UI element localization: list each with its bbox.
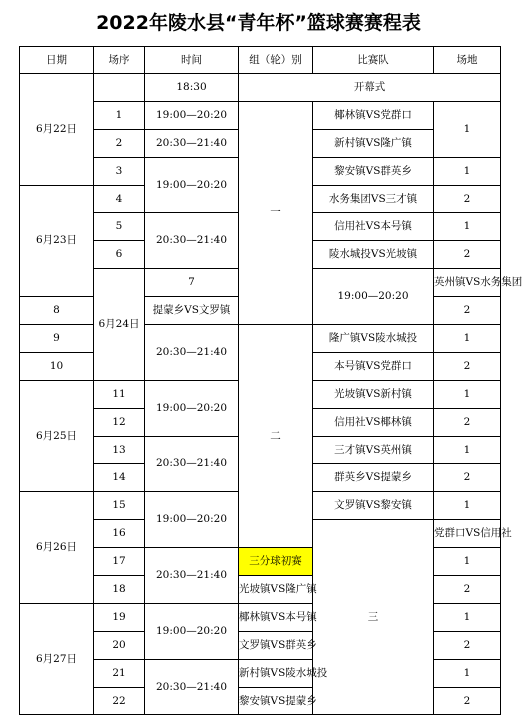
teams-cell: 信用社VS本号镇	[313, 213, 434, 241]
match-no-cell: 8	[20, 297, 94, 325]
date-cell: 6月27日	[20, 603, 94, 715]
header-match-no: 场序	[94, 47, 145, 74]
match-no-cell: 21	[94, 659, 145, 687]
table-row	[20, 74, 501, 102]
match-no-cell: 16	[94, 520, 145, 548]
teams-cell: 黎安镇VS群英乡	[313, 157, 434, 185]
teams-cell: 党群口VS信用社	[434, 520, 501, 548]
venue-cell: 1	[434, 325, 501, 353]
match-no-cell	[94, 74, 145, 102]
venue-cell: 2	[434, 631, 501, 659]
venue-cell: 1	[434, 213, 501, 241]
match-no-cell: 14	[94, 464, 145, 492]
date-cell: 6月23日	[20, 185, 94, 297]
time-cell: 20:30—21:40	[145, 548, 239, 604]
venue-cell: 2	[434, 464, 501, 492]
date-cell: 6月24日	[94, 269, 145, 381]
venue-cell: 1	[434, 157, 501, 185]
venue-cell: 2	[434, 352, 501, 380]
time-cell: 20:30—21:40	[145, 129, 239, 157]
page-title: 2022年陵水县“青年杯”篮球赛赛程表	[96, 12, 421, 34]
header-teams: 比赛队	[313, 47, 434, 74]
header-time: 时间	[145, 47, 239, 74]
match-no-cell: 15	[94, 492, 145, 520]
venue-cell: 1	[434, 548, 501, 576]
teams-cell: 英州镇VS水务集团	[434, 269, 501, 297]
header-row	[20, 47, 501, 74]
match-no-cell: 7	[145, 269, 239, 297]
time-cell: 20:30—21:40	[145, 436, 239, 492]
time-cell: 20:30—21:40	[145, 659, 239, 715]
match-no-cell: 12	[94, 408, 145, 436]
schedule-table	[19, 46, 522, 715]
venue-cell: 2	[434, 408, 501, 436]
match-no-cell: 13	[94, 436, 145, 464]
table-row	[20, 325, 501, 353]
header-round: 组（轮）别	[239, 47, 313, 74]
venue-cell: 2	[434, 297, 501, 325]
venue-cell: 2	[434, 185, 501, 213]
teams-cell: 光坡镇VS隆广镇	[239, 576, 313, 604]
match-no-cell: 20	[94, 631, 145, 659]
teams-cell: 信用社VS椰林镇	[313, 408, 434, 436]
time-cell: 19:00—20:20	[313, 269, 434, 325]
venue-cell: 1	[434, 101, 501, 157]
teams-cell: 文罗镇VS群英乡	[239, 631, 313, 659]
match-no-cell: 4	[94, 185, 145, 213]
match-no-cell: 1	[94, 101, 145, 129]
match-no-cell: 2	[94, 129, 145, 157]
match-no-cell: 10	[20, 352, 94, 380]
teams-cell: 椰林镇VS党群口	[313, 101, 434, 129]
time-cell: 19:00—20:20	[145, 492, 239, 548]
venue-cell: 1	[434, 380, 501, 408]
teams-cell: 陵水城投VS光坡镇	[313, 241, 434, 269]
match-no-cell: 19	[94, 603, 145, 631]
venue-cell: 1	[434, 492, 501, 520]
teams-cell-highlighted: 三分球初赛	[239, 548, 313, 576]
teams-cell: 水务集团VS三才镇	[313, 185, 434, 213]
date-cell: 6月22日	[20, 74, 94, 186]
header-venue: 场地	[434, 47, 501, 74]
time-cell: 18:30	[145, 74, 239, 102]
match-no-cell: 3	[94, 157, 145, 185]
time-cell: 19:00—20:20	[145, 380, 239, 436]
venue-cell: 2	[434, 241, 501, 269]
venue-cell: 1	[434, 436, 501, 464]
teams-cell: 椰林镇VS本号镇	[239, 603, 313, 631]
time-cell: 19:00—20:20	[145, 603, 239, 659]
time-cell: 19:00—20:20	[145, 101, 239, 129]
teams-cell: 光坡镇VS新村镇	[313, 380, 434, 408]
match-no-cell: 18	[94, 576, 145, 604]
match-no-cell: 17	[94, 548, 145, 576]
venue-cell: 1	[434, 659, 501, 687]
round-cell: 一	[239, 101, 313, 324]
time-cell: 19:00—20:20	[145, 157, 239, 213]
match-no-cell: 11	[94, 380, 145, 408]
round-cell: 三	[313, 520, 434, 715]
date-cell: 6月25日	[20, 380, 94, 492]
teams-cell: 群英乡VS提蒙乡	[313, 464, 434, 492]
match-no-cell: 5	[94, 213, 145, 241]
teams-cell: 隆广镇VS陵水城投	[313, 325, 434, 353]
match-no-cell: 9	[20, 325, 94, 353]
opening-ceremony-cell: 开幕式	[239, 74, 501, 102]
teams-cell: 文罗镇VS黎安镇	[313, 492, 434, 520]
match-no-cell: 22	[94, 687, 145, 715]
teams-cell: 三才镇VS英州镇	[313, 436, 434, 464]
teams-cell: 本号镇VS党群口	[313, 352, 434, 380]
venue-cell: 2	[434, 576, 501, 604]
teams-cell: 新村镇VS陵水城投	[239, 659, 313, 687]
teams-cell: 黎安镇VS提蒙乡	[239, 687, 313, 715]
date-cell: 6月26日	[20, 492, 94, 604]
header-date: 日期	[20, 47, 94, 74]
teams-cell: 新村镇VS隆广镇	[313, 129, 434, 157]
match-no-cell: 6	[94, 241, 145, 269]
time-cell: 20:30—21:40	[145, 325, 239, 381]
teams-cell: 提蒙乡VS文罗镇	[145, 297, 239, 325]
venue-cell: 1	[434, 603, 501, 631]
venue-cell: 2	[434, 687, 501, 715]
time-cell: 20:30—21:40	[145, 213, 239, 269]
round-cell: 二	[239, 325, 313, 548]
